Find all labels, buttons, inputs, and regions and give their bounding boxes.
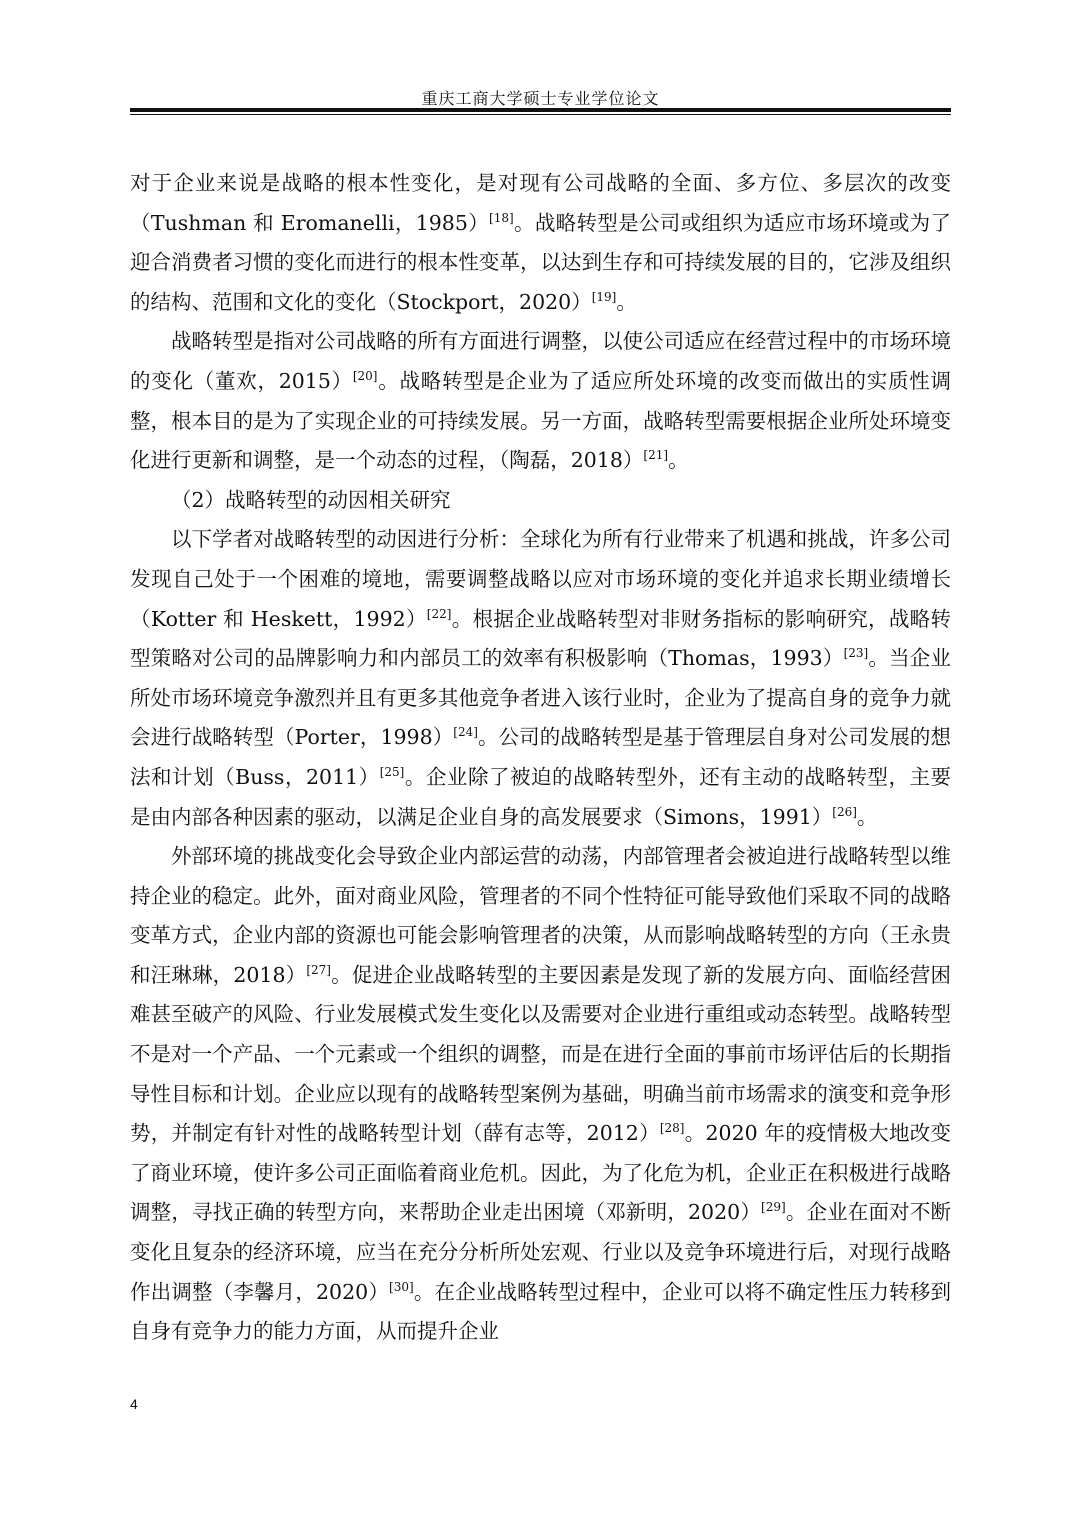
text-segment: 战略转型是指对公司战略的所有方面进行调整，以使公司适应在经营过程中的市场环境的变化（董欢，2015） — [130, 329, 951, 393]
citation-ref: [25] — [379, 765, 405, 780]
citation-ref: [21] — [643, 448, 669, 463]
header-rule-thick — [130, 108, 951, 112]
running-header: 重庆工商大学硕士专业学位论文 — [421, 89, 660, 108]
citation-ref: [22] — [426, 606, 452, 621]
text-segment: 。促进企业战略转型的主要因素是发现了新的发展方向、面临经营困难甚至破产的风险、行业发展模式发生变化以及需要对企业进行重组或动态转型。战略转型不是对一个产品、一个元素或一个组织的调整，而是在进行全面的事前市场评估后的长期指导性目标和计划。企业应以现有的战略转型案例为基础，明确当前市场需求的演变和竞争形势，并制定有针对性的战略转型计划（薛有志等，2012） — [130, 962, 951, 1146]
citation-ref: [18] — [489, 210, 514, 225]
text-segment: 。 — [856, 804, 878, 829]
text-segment: 。企业在面对不断变化且复杂的经济环境，应当在充分分析所处宏观、行业以及竞争环境进行后，对现行战略作出调整（李馨月，2020） — [130, 1200, 952, 1304]
citation-ref: [29] — [761, 1200, 786, 1215]
paragraph — [130, 520, 951, 837]
text-segment: 对于企业来说是战略的根本性变化，是对现有公司战略的全面、多方位、多层次的改变（Tushman 和 Eromanelli，1985） — [130, 171, 951, 235]
citation-ref: [26] — [832, 804, 857, 819]
citation-ref: [28] — [659, 1121, 685, 1136]
paragraph — [130, 164, 951, 322]
header-rule-thin — [130, 114, 951, 115]
page-number: 4 — [130, 1396, 138, 1412]
text-segment: （2）战略转型的动因相关研究 — [171, 487, 451, 512]
text-segment: 。2020 年的疫情极大地改变了商业环境，使许多公司正面临着商业危机。因此，为了化危为机，企业正在积极进行战略调整，寻找正确的转型方向，来帮助企业走出困境（邓新明，2020） — [130, 1121, 951, 1225]
text-segment: 。企业除了被迫的战略转型外，还有主动的战略转型，主要是由内部各种因素的驱动，以满足企业自身的高发展要求（Simons，1991） — [130, 764, 952, 829]
text-segment: 以下学者对战略转型的动因进行分析：全球化为所有行业带来了机遇和挑战，许多公司发现自己处于一个困难的境地，需要调整战略以应对市场环境的变化并追求长期业绩增长（Kotter 和 Heskett，1992） — [130, 527, 951, 631]
text-segment: 。根据企业战略转型对非财务指标的影响研究，战略转型策略对公司的品牌影响力和内部员工的效率有积极影响（Thomas，1993） — [130, 606, 951, 671]
paragraph — [130, 322, 951, 480]
text-segment: 。 — [668, 448, 689, 473]
citation-ref: [23] — [843, 646, 869, 661]
citation-ref: [24] — [453, 725, 478, 740]
text-segment: 外部环境的挑战变化会导致企业内部运营的动荡，内部管理者会被迫进行战略转型以维持企业的稳定。此外，面对商业风险，管理者的不同个性特征可能导致他们采取不同的战略变革方式，企业内部的资源也可能会影响管理者的决策，从而影响战略转型的方向（王永贵和汪琳琳，2018） — [130, 844, 951, 987]
text-segment: 。当企业所处市场环境竞争激烈并且有更多其他竞争者进入该行业时，企业为了提高自身的竞争力就会进行战略转型（Porter，1998） — [130, 646, 952, 750]
citation-ref: [30] — [389, 1279, 414, 1294]
citation-ref: [20] — [352, 369, 378, 384]
text-segment: 。战略转型是企业为了适应所处环境的改变而做出的实质性调整，根本目的是为了实现企业的可持续发展。另一方面，战略转型需要根据企业所处环境变化进行更新和调整，是一个动态的过程，（陶磊，2018） — [130, 368, 951, 473]
body-text — [130, 164, 951, 1352]
text-segment: 。在企业战略转型过程中，企业可以将不确定性压力转移到自身有竞争力的能力方面，从而提升企业 — [130, 1279, 952, 1344]
paragraph — [130, 837, 951, 1352]
citation-ref: [19] — [591, 289, 617, 304]
text-segment: 。公司的战略转型是基于管理层自身对公司发展的想法和计划（Buss，2011） — [130, 725, 952, 789]
text-segment: 。战略转型是公司或组织为适应市场环境或为了迎合消费者习惯的变化而进行的根本性变革，以达到生存和可持续发展的目的，它涉及组织的结构、范围和文化的变化（Stockport，2020） — [130, 210, 952, 314]
section-heading — [130, 481, 951, 521]
text-segment: 。 — [616, 289, 637, 314]
citation-ref: [27] — [306, 963, 331, 978]
